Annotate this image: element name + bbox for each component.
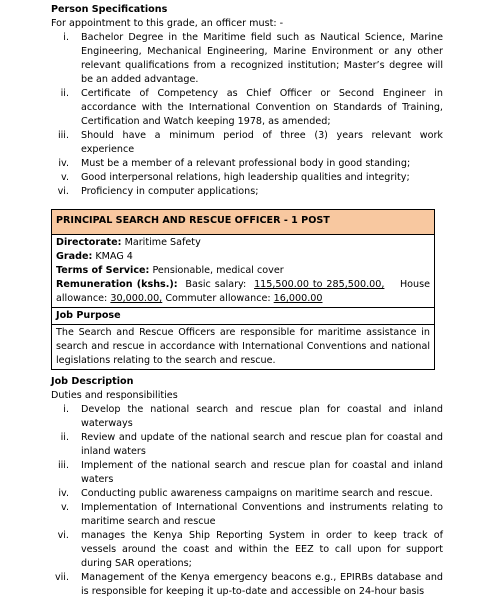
list-item-text: Implement of the national search and rescue plan for coastal and inland waters: [81, 460, 443, 485]
list-item-number: iii.: [57, 460, 69, 471]
list-item: [51, 87, 443, 129]
list-item-number: iv.: [58, 488, 69, 499]
grade-row: [56, 250, 430, 264]
house-allowance-label: House allowance:: [56, 279, 431, 304]
list-item-number: vii.: [54, 572, 69, 583]
list-item-number: i.: [63, 32, 69, 43]
list-item-text: Review and update of the national search and rescue plan for coastal and inland waters: [81, 432, 443, 457]
job-description-section: [51, 375, 443, 599]
list-item-number: i.: [63, 404, 69, 415]
list-item-text: Conducting public awareness campaigns on maritime search and rescue.: [81, 488, 433, 499]
list-item-text: Should have a minimum period of three (3) years relevant work experience: [81, 130, 443, 155]
list-item-text: Implementation of International Conventions and instruments relating to maritime search and rescue: [81, 502, 443, 527]
house-allowance-value: 30,000.00,: [110, 293, 163, 304]
list-item-number: iv.: [58, 158, 69, 169]
grade-label: Grade:: [56, 251, 93, 262]
directorate-label: Directorate:: [56, 237, 122, 248]
job-description-heading: Job Description: [51, 376, 134, 387]
list-item: [51, 529, 443, 571]
basic-salary-value: 115,500.00 to 285,500.00,: [254, 279, 385, 290]
list-item-number: vi.: [57, 186, 69, 197]
commuter-allowance-value: 16,000.00: [273, 293, 323, 304]
job-purpose-cell: [52, 308, 435, 325]
list-item-number: iii.: [57, 130, 69, 141]
list-item: [51, 571, 443, 599]
basic-salary-label: Basic salary:: [185, 279, 247, 290]
list-item-text: Bachelor Degree in the Maritime field such as Nautical Science, Marine Engineering, Mechanical Engineering, Marine Environment or any other relevant qualifications from a recognized institution; Master’s degree will be an added advantage.: [81, 32, 443, 85]
post-title: PRINCIPAL SEARCH AND RESCUE OFFICER - 1 POST: [56, 215, 330, 226]
list-item: [51, 31, 443, 87]
job-description-intro: Duties and responsibilities: [51, 390, 178, 401]
list-item-number: vi.: [57, 530, 69, 541]
remuneration-row: [56, 278, 430, 306]
post-title-cell: [52, 210, 435, 235]
person-specifications-heading: Person Specifications: [51, 4, 168, 15]
list-item-text: Management of the Kenya emergency beacons e.g., EPIRBs database and is responsible for keeping it up-to-date and accessible on 24-hour basis: [81, 572, 443, 597]
list-item-number: v.: [61, 502, 69, 513]
list-item: [51, 185, 443, 199]
directorate-value: Maritime Safety: [124, 237, 201, 248]
list-item: [51, 501, 443, 529]
list-item: [51, 487, 443, 501]
list-item-text: Certificate of Competency as Chief Officer or Second Engineer in accordance with the International Convention on Standards of Training, Certification and Watch keeping 1978, as amended;: [81, 88, 443, 127]
person-specifications-section: [51, 3, 443, 199]
list-item-text: Proficiency in computer applications;: [81, 186, 259, 197]
list-item-number: ii.: [60, 88, 69, 99]
terms-value: Pensionable, medical cover: [152, 265, 284, 276]
list-item-text: Good interpersonal relations, high leadership qualities and integrity;: [81, 172, 410, 183]
directorate-row: [56, 236, 430, 250]
commuter-allowance-label: Commuter allowance:: [165, 293, 271, 304]
list-item: [51, 403, 443, 431]
terms-label: Terms of Service:: [56, 265, 150, 276]
post-details-table: [51, 209, 435, 370]
job-description-list: [51, 403, 443, 599]
job-purpose-text-cell: [52, 325, 435, 370]
list-item-text: Develop the national search and rescue plan for coastal and inland waterways: [81, 404, 443, 429]
list-item: [51, 459, 443, 487]
list-item-text: manages the Kenya Ship Reporting System in order to keep track of vessels around the coast and within the EEZ to call upon for support during SAR operations;: [81, 530, 443, 569]
remuneration-label: Remuneration (kshs.):: [56, 279, 178, 290]
list-item: [51, 171, 443, 185]
person-specifications-list: [51, 31, 443, 199]
list-item: [51, 129, 443, 157]
person-specifications-intro: For appointment to this grade, an officer must: -: [51, 18, 284, 29]
grade-value: KMAG 4: [95, 251, 133, 262]
job-purpose-heading: Job Purpose: [56, 310, 121, 321]
terms-row: [56, 264, 430, 278]
list-item-number: ii.: [60, 432, 69, 443]
list-item-text: Must be a member of a relevant professional body in good standing;: [81, 158, 411, 169]
list-item: [51, 431, 443, 459]
list-item: [51, 157, 443, 171]
job-purpose-text: The Search and Rescue Officers are responsible for maritime assistance in search and rescue in accordance with International Conventions and national legislations relating to the search and rescue.: [56, 327, 430, 366]
list-item-number: v.: [61, 172, 69, 183]
post-info-cell: [52, 235, 435, 308]
